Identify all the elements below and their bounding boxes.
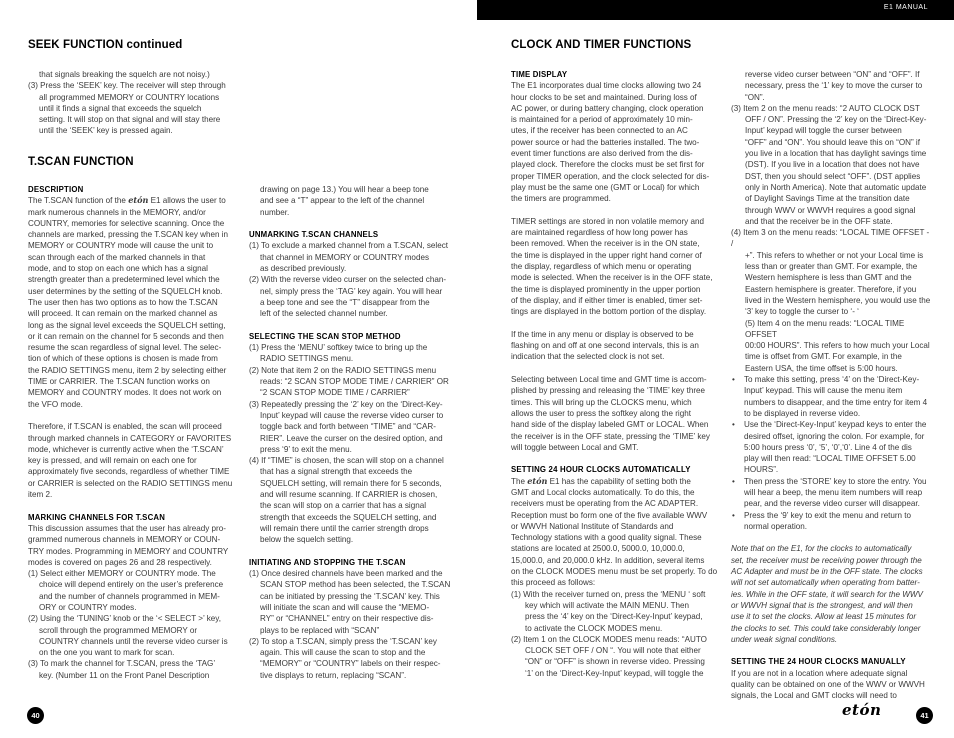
- select-stop-step: (4) If “TIME” is chosen, the scan will stop on a channel: [249, 456, 444, 466]
- unmarking-step: left of the selected channel number.: [260, 309, 388, 319]
- continued-line: reverse video curser between “ON” and “OFF”. If: [745, 70, 920, 79]
- select-stop-step: “2 SCAN STOP MODE TIME / CARRIER”: [260, 388, 410, 398]
- spacer: [249, 218, 471, 229]
- initiating-step: SCAN STOP method has been selected, the T.SCAN: [260, 580, 451, 590]
- description-line: TIME or CARRIER. The T.SCAN function works on: [28, 377, 210, 387]
- time-display-line: proper TIMER operation, and the clock selected for dis-: [511, 171, 710, 181]
- select-stop-step: (3) Repeatedly pressing the ‘2’ key on the ‘Direct-Key-: [249, 399, 443, 409]
- clock-step: (4) Item 3 on the menu reads: “LOCAL TIME OFFSET - /: [731, 228, 930, 249]
- bullet-line: pear, and the reverse video curser will disappear.: [744, 499, 920, 509]
- continued-line: necessary, press the ‘1’ key to move the curser to: [745, 81, 923, 91]
- note-line: under weak signal conditions.: [731, 634, 838, 644]
- clock-step: (5) Item 4 on the menu reads: “LOCAL TIME OFFSET: [745, 318, 905, 339]
- auto-clock-step: press the ‘4’ key on the ‘Direct-Key-Input’ keypad,: [525, 612, 703, 622]
- description-line: channels are marked, pressing the T.SCAN key when in: [28, 230, 229, 240]
- tscan-column-1: [28, 184, 243, 681]
- initiating-step: “MEMORY” or “COUNTRY” labels on their respec-: [260, 659, 441, 669]
- header-bar: [477, 0, 954, 20]
- marking-line: grammed numerous channels in MEMORY or COUN-: [28, 535, 221, 545]
- select-stop-step: Input’ keypad will cause the reverse video curser to: [260, 410, 444, 420]
- unmarking-step: (1) To exclude a marked channel from a T.SCAN, select: [249, 241, 448, 251]
- select-stop-step: RIER”. Leave the curser on the desired option, and: [260, 433, 443, 443]
- time-display-line: times. This will bring up the CLOCKS menu, which: [511, 397, 692, 407]
- marking-title: MARKING CHANNELS FOR T.SCAN: [28, 512, 166, 522]
- description-line: mark numerous channels in the MEMORY, and/or: [28, 207, 206, 217]
- description-line: MEMORY and COUNTRY modes. It does not work on: [28, 388, 222, 398]
- bullet-line: play will then read: “LOCAL TIME OFFSET 5.00: [744, 454, 916, 464]
- select-stop-step: (2) Note that item 2 on the RADIO SETTINGS menu: [249, 365, 437, 375]
- tscan-heading: T.SCAN FUNCTION: [28, 156, 134, 168]
- time-display-line: The E1 incorporates dual time clocks allowing two 24: [511, 81, 702, 91]
- time-display-line: the display, regardless of which menu or operating: [511, 262, 692, 272]
- unmarking-step: nel, simply press the ‘TAG’ key again. You will hear: [260, 286, 443, 296]
- clock-step: and that the receiver be in the OFF state.: [745, 216, 893, 226]
- auto-clock-step: to activate the CLOCK MODES menu.: [525, 623, 663, 633]
- auto-clock-title: SETTING 24 HOUR CLOCKS AUTOMATICALLY: [511, 465, 691, 475]
- auto-clock-line: 15,000.0, and 20,000.0 kHz. In addition, several items: [511, 555, 705, 565]
- clock-step: time is offset from GMT. For example, in the: [745, 352, 902, 362]
- marking-line: TRY modes. Programming in MEMORY and COUNTRY: [28, 546, 229, 556]
- auto-clock-line: GMT and Local clocks automatically. To do this, the: [511, 487, 695, 497]
- bullet-item: [731, 419, 931, 475]
- description-line: long as the signal level exceeds the SQUELCH setting,: [28, 320, 226, 330]
- description-line: tion of which of these options is chosen is made from: [28, 354, 218, 364]
- bullet-line: will hear a beep, the menu item numbers will reap: [744, 487, 923, 497]
- auto-clock-line: Technology stations with a good quality signal. These: [511, 533, 702, 543]
- clock-step: Eastern USA, the time offset is 5:00 hours.: [745, 363, 898, 373]
- description-line: the RADIO SETTINGS menu, item 2 by selecting either: [28, 365, 227, 375]
- initiating-step: (1) Once desired channels have been marked and the: [249, 569, 443, 579]
- manual-clock-line: If you are not in a location where adequate signal: [731, 668, 908, 678]
- marking-step: (2) Using the ‘TUNING’ knob or the ‘< SELECT >’ key,: [28, 614, 221, 624]
- time-display-title: TIME DISPLAY: [511, 70, 568, 79]
- time-display-line: Selecting between Local time and GMT time is accom-: [511, 375, 707, 385]
- time-display-line: power source or had the batteries installed. The two-: [511, 137, 700, 147]
- seek-heading: SEEK FUNCTION continued: [28, 39, 183, 51]
- eton-inline-logo: etón: [128, 195, 149, 206]
- time-display-line: indication that the selected clock is not set.: [511, 352, 665, 362]
- description-line: strength greater than a predetermined level which the: [28, 275, 220, 285]
- time-display-line: is maintained for a period of approximately 10 min-: [511, 115, 693, 125]
- bullet-line: • Then press the ‘STORE’ key to store the entry. You: [744, 476, 927, 486]
- time-display-line: mode is selected. When the receiver is in the OFF state,: [511, 273, 713, 283]
- spacer: [731, 645, 931, 656]
- bullet-line: • To make this setting, press ‘4’ on the ‘Direct-Key-: [744, 375, 920, 385]
- auto-clock-line: receivers must be operating from the AC ADAPTER.: [511, 499, 699, 509]
- select-stop-step: and will resume scanning. If CARRIER is chosen,: [260, 490, 438, 500]
- marking-step: key. (Number 11 on the Front Panel Description: [39, 670, 210, 680]
- select-stop-title: SELECTING THE SCAN STOP METHOD: [249, 331, 401, 341]
- time-display-line: hour clocks to be set and maintained. During loss of: [511, 92, 697, 102]
- clock-step: DST, then you should select “OFF”. (DST applies: [745, 171, 921, 181]
- clock-column-2: [731, 69, 931, 702]
- bullet-line: • Use the ‘Direct-Key-Input’ keypad keys to enter the: [744, 420, 927, 430]
- spacer: [28, 410, 243, 421]
- description-line: the VFO mode.: [28, 399, 83, 409]
- time-display-line: TIMER settings are stored in non volatile memory and: [511, 216, 704, 226]
- select-stop-step: (1) Press the ‘MENU’ softkey twice to bring up the: [249, 343, 428, 353]
- marking-step: scroll through the programmed MEMORY or: [39, 625, 198, 635]
- clock-step: OFF / ON”. Pressing the ‘2’ key on the ‘Direct-Key-: [745, 115, 927, 125]
- marking-step: ORY or COUNTRY modes.: [39, 602, 137, 612]
- initiating-title: INITIATING AND STOPPING THE T.SCAN: [249, 557, 406, 567]
- seek-line: setting. It will stop on that signal and will stay there: [39, 115, 221, 125]
- bullet-line: 5:00 hours press ‘0’, ‘5’, ‘0’,‘0’. Line 4 of the dis: [744, 442, 912, 452]
- spacer: [511, 205, 721, 216]
- bullet-item: [731, 510, 931, 533]
- auto-clock-step: (2) Item 1 on the CLOCK MODES menu reads: “AUTO: [511, 634, 707, 644]
- note-line: ies. While in the OFF state, it will search for the WWV: [731, 589, 923, 599]
- time-display-line: flashing on and off at one second intervals, this is an: [511, 341, 699, 351]
- auto-clock-line: this proceed as follows:: [511, 578, 596, 588]
- marking-step: choice will depend entirely on the user’s preference: [39, 580, 224, 590]
- description-line: mode, and to stop on each one which has a signal: [28, 264, 208, 274]
- time-display-line: been removed. When the receiver is in the ON state,: [511, 239, 700, 249]
- seek-line: until it finds a signal that exceeds the squelch: [39, 103, 202, 113]
- unmarking-title: UNMARKING T.SCAN CHANNELS: [249, 230, 379, 240]
- continued-line: and see a “T” appear to the left of the channel: [260, 196, 425, 206]
- time-display-line: the receiver is in the OFF state, pressing the ‘TIME’ key: [511, 431, 710, 441]
- spacer: [511, 363, 721, 374]
- auto-clock-line: Reception must bo form one of the five available WWV: [511, 510, 708, 520]
- time-display-line: tings are displayed in the bottom portion of the display.: [511, 307, 707, 317]
- description-line: scan through each of the marked channels in that: [28, 252, 206, 262]
- auto-clock-step: “ON” or “OFF” is shown in reverse video. Pressing: [525, 657, 705, 667]
- seek-line: (3) Press the ‘SEEK’ key. The receiver will step through: [28, 81, 226, 91]
- note-line: Note that on the E1, for the clocks to automatically: [731, 544, 912, 554]
- time-display-line: event timer functions are also derived from the dis-: [511, 149, 693, 159]
- clock-heading: CLOCK AND TIMER FUNCTIONS: [511, 39, 692, 51]
- seek-line: all programmed MEMORY or COUNTRY locations: [39, 92, 220, 102]
- continued-line: number.: [260, 207, 290, 217]
- time-display-line: utes, if the receiver has been connected to an AC: [511, 126, 688, 136]
- bullet-line: Input’ keypad. This will cause the menu item: [744, 386, 903, 396]
- spacer: [511, 318, 721, 329]
- seek-line: until the ‘SEEK’ key is pressed again.: [39, 126, 173, 136]
- initiating-step: again. This will cause the scan to stop and the: [260, 648, 426, 658]
- description-line: MEMORY or COUNTRY mode will cause the unit to: [28, 241, 214, 251]
- marking-step: and the number of channels programmed in MEM-: [39, 591, 220, 601]
- select-stop-step: SQUELCH setting, will remain there for 5 seconds,: [260, 478, 442, 488]
- description-line: through marked channels in CATEGORY or FAVORITES: [28, 433, 232, 443]
- clock-step: +”. This refers to whether or not your Local time is: [745, 250, 924, 260]
- note-line: set, the receiver must be receiving power through the: [731, 555, 922, 565]
- seek-line: that signals breaking the squelch are not noisy.): [39, 70, 210, 79]
- marking-step: on the one you want to mark for scan.: [39, 648, 175, 658]
- eton-inline-logo: etón: [527, 475, 548, 486]
- time-display-line: AC power, or during battery changing, clock operation: [511, 103, 704, 113]
- auto-clock-line: stations are located at 2500.0, 5000.0, 10,000.0,: [511, 544, 685, 554]
- auto-clock-line: The etón E1 has the capability of setting both the: [511, 475, 691, 486]
- bullet-line: HOURS”.: [744, 465, 779, 475]
- initiating-step: (2) To stop a T.SCAN, simply press the ‘T.SCAN’ key: [249, 636, 437, 646]
- clock-step: lived in the Western hemisphere, you would use the: [745, 295, 931, 305]
- time-display-line: played clock. Therefore the clocks must be set first for: [511, 160, 705, 170]
- description-line: resume the scan regardless of signal level. The selec-: [28, 343, 222, 353]
- auto-clock-line: on the CLOCK MODES menu must be set properly. To do: [511, 567, 718, 577]
- clock-step: less than or greater than GMT. For example, the: [745, 262, 918, 272]
- spacer: [731, 532, 931, 543]
- description-line: item 2.: [28, 490, 53, 500]
- seek-text: [28, 69, 243, 137]
- manual-label: E1 MANUAL: [883, 4, 928, 11]
- description-title: DESCRIPTION: [28, 185, 84, 194]
- initiating-step: plays to be replaced with “SCAN”: [260, 625, 380, 635]
- description-line: The user then has two options as to how the T.SCAN: [28, 297, 218, 307]
- bullet-item: [731, 476, 931, 510]
- select-stop-step: will remain there until the carrier strength drops: [260, 523, 429, 533]
- time-display-line: the timers are programmed.: [511, 194, 611, 204]
- clock-step: Input’ keypad will toggle the curser between: [745, 126, 902, 136]
- bullet-line: normal operation.: [744, 521, 807, 531]
- continued-line: drawing on page 13.) You will hear a beep tone: [260, 185, 429, 194]
- initiating-step: can be initiated by pressing the ‘T.SCAN’ key. This: [260, 591, 440, 601]
- select-stop-step: RADIO SETTINGS menu.: [260, 354, 354, 364]
- description-line: mode, whichever is currently active when the ‘T.SCAN’: [28, 444, 224, 454]
- clock-step: Eastern hemisphere is greater. Therefore, if you: [745, 284, 917, 294]
- note-line: AC Adapter and must be in the OFF state. The clocks: [731, 567, 923, 577]
- select-stop-step: that has a signal strength that exceeds the: [260, 467, 413, 477]
- eton-logo: etón: [842, 701, 882, 719]
- spacer: [249, 320, 471, 331]
- clock-column-1: [511, 69, 721, 679]
- auto-clock-step: key which will activate the MAIN MENU. Then: [525, 600, 690, 610]
- select-stop-step: reads: “2 SCAN STOP MODE TIME / CARRIER” OR: [260, 377, 449, 387]
- select-stop-step: press ‘9’ to exit the menu.: [260, 444, 352, 454]
- initiating-step: RY” or “CHANNEL” entry on their respective dis-: [260, 614, 434, 624]
- bullet-line: • Press the ‘9’ key to exit the menu and return to: [744, 510, 912, 520]
- auto-clock-step: CLOCK SET OFF / ON “. You will note that either: [525, 646, 701, 656]
- unmarking-step: that channel in MEMORY or COUNTRY modes: [260, 252, 429, 262]
- description-line: or CARRIER is selected on the RADIO SETTINGS menu: [28, 478, 233, 488]
- description-line: will proceed. It can remain on the marked channel as: [28, 309, 218, 319]
- unmarking-step: as described previously.: [260, 264, 347, 274]
- time-display-line: will toggle between Local and GMT.: [511, 442, 639, 452]
- description-line: Therefore, if T.SCAN is enabled, the scan will proceed: [28, 422, 222, 432]
- select-stop-step: the scan will stop on a carrier that has a signal: [260, 501, 427, 511]
- marking-step: (1) Select either MEMORY or COUNTRY mode. The: [28, 569, 216, 579]
- description-line: key is pressed, and will remain on each one for: [28, 456, 197, 466]
- time-display-line: plished by pressing and releasing the ‘TIME’ key three: [511, 386, 706, 396]
- note-line: the clocks to set. This could take considerably longer: [731, 623, 921, 633]
- marking-step: COUNTRY channels until the reverse video curser is: [39, 636, 228, 646]
- time-display-line: of the display, and if either timer is enabled, timer set-: [511, 295, 703, 305]
- manual-clock-title: SETTING THE 24 HOUR CLOCKS MANUALLY: [731, 657, 906, 667]
- clock-step: you live in a location that has daylight savings time: [745, 149, 927, 159]
- unmarking-step: a beep tone and see the “T” disappear from the: [260, 297, 430, 307]
- marking-step: (3) To mark the channel for T.SCAN, press the ‘TAG’: [28, 659, 216, 669]
- spacer: [511, 453, 721, 464]
- bullet-line: to be displayed in reverse video.: [744, 408, 861, 418]
- auto-clock-step: ‘1’ on the ‘Direct-Key-Input’ keypad, will toggle the: [525, 668, 704, 678]
- time-display-line: play must be the same one (GMT or Local) for which: [511, 182, 700, 192]
- description-line: COUNTRY, memories for selective scanning. Once the: [28, 218, 225, 228]
- description-line: The T.SCAN function of the etón E1 allows the user to: [28, 195, 226, 206]
- description-line: approximately five seconds, regardless of whether TIME: [28, 467, 230, 477]
- page-number-right: 41: [916, 707, 933, 724]
- description-line: or it can remain on the channel for 5 seconds and then: [28, 331, 224, 341]
- page-number-left: 40: [27, 707, 44, 724]
- bullet-line: numbers to disappear, and the time entry for item 4: [744, 397, 928, 407]
- bullet-line: desired offset, ignoring the colon. For example, for: [744, 431, 925, 441]
- time-display-line: are maintained regardless of how long power has: [511, 228, 688, 238]
- clock-step: 00:00 HOURS”. This refers to how much your Local: [745, 341, 930, 351]
- clock-step: Western hemisphere is less than GMT and the: [745, 273, 912, 283]
- clock-step: of Daylight Savings Time at the transition date: [745, 194, 910, 204]
- unmarking-step: (2) With the reverse video curser on the selected chan-: [249, 275, 447, 285]
- marking-line: This discussion assumes that the user has already pro-: [28, 523, 226, 533]
- auto-clock-line: or WWVH National Institute of Standards and: [511, 521, 674, 531]
- initiating-step: tive displays to return, replacing “SCAN”.: [260, 670, 407, 680]
- note-line: will not set automatically when operating from batter-: [731, 578, 920, 588]
- clock-step: ‘3’ key to toggle the curser to ‘- ‘: [745, 307, 859, 317]
- clock-step: (3) Item 2 on the menu reads: “2 AUTO CLOCK DST: [731, 103, 920, 113]
- clock-step: “OFF” and “ON”. You should leave this on “ON” if: [745, 137, 920, 147]
- time-display-line: the time is displayed prominently in the upper portion: [511, 284, 701, 294]
- bullet-item: [731, 374, 931, 419]
- time-display-line: allows the user to press the softkey along the right: [511, 408, 691, 418]
- continued-line: “ON”.: [745, 92, 765, 102]
- select-stop-step: strength that exceeds the SQUELCH setting, and: [260, 512, 437, 522]
- select-stop-step: below the squelch setting.: [260, 535, 354, 545]
- marking-line: modes is covered on pages 26 and 28 respectively.: [28, 557, 212, 567]
- auto-clock-step: (1) With the receiver turned on, press the ‘MENU ‘ soft: [511, 589, 706, 599]
- note-line: or WWVH signal that is the strongest, and will then: [731, 600, 913, 610]
- description-line: user determines by the setting of the SQUELCH knob.: [28, 286, 223, 296]
- clock-step: (DST). If you live in a location that does not have: [745, 160, 920, 170]
- clock-step: only in North America). Note that automatic update: [745, 182, 927, 192]
- time-display-line: the time is displayed in the upper right hand corner of: [511, 250, 702, 260]
- clock-step: through WWV or WWVH requires a good signal: [745, 205, 916, 215]
- spacer: [249, 546, 471, 557]
- tscan-column-2: [249, 184, 471, 681]
- manual-clock-line: signals, the Local and GMT clocks will need to: [731, 691, 897, 701]
- manual-clock-line: quality can be obtained on one of the WWV or WWVH: [731, 680, 925, 690]
- time-display-line: hand side of the display labeled GMT or LOCAL. When: [511, 420, 709, 430]
- note-line: use it to set the clocks. Allow at least 15 minutes for: [731, 612, 917, 622]
- select-stop-step: toggle back and forth between “TIME” and “CAR-: [260, 422, 436, 432]
- initiating-step: will initiate the scan and will cause the “MEMO-: [260, 602, 430, 612]
- spacer: [28, 500, 243, 511]
- time-display-line: If the time in any menu or display is observed to be: [511, 329, 694, 339]
